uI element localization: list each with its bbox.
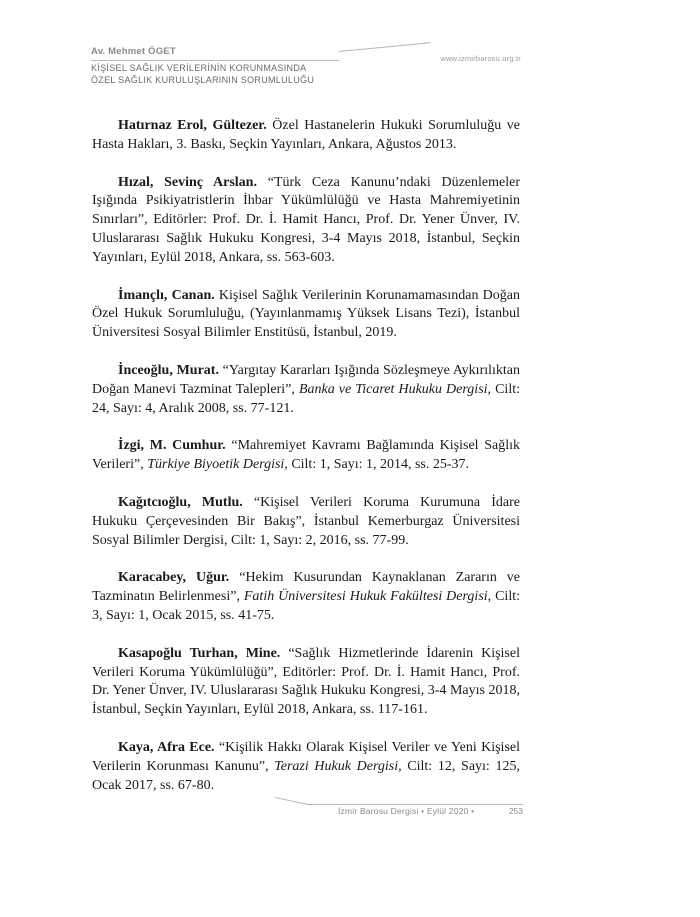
entry-text: “Türk Ceza Kanunu’ndaki Düzenlemeler Işığında Psikiyatristlerin İhbar Yükümlülüğü ve Hasta Mahremiyetinin Sınırları”, Editörler: Prof. Dr. İ. Hamit Hancı, Prof. Dr. Yener Ünver, IV. Uluslararası Sağlık Hukuku Kongresi, 3-4 Mayıs 2018, İstanbul, Seçkin Yayınları, Eylül 2018, Ankara, ss. 563-603. [92,174,520,265]
entry-text: “Hekim Kusurundan Kaynaklanan Zararın ve Tazminatın Belirlenmesi”, [92,570,521,605]
page-number: 253 [508,806,523,816]
entry-text: Cilt: 3, Sayı: 1, Ocak 2015, ss. 41-75. [92,589,520,623]
entry-text: “Sağlık Hizmetlerinde İdarenin Kişisel Verileri Koruma Yükümlülüğü”, Editörler: Prof. Dr. İ. Hamit Hancı, Prof. Dr. Yener Ünver, IV. Uluslararası Sağlık Hukuku Kongresi, 3-4 Mayıs 2018, İstanbul, Seçkin Yayınları, Eylül 2018, Ankara, ss. 117-161. [92,645,520,718]
entry-text: “Kişisel Verileri Koruma Kurumuna İdare Hukuku Çerçevesinden Bir Bakış”, İstanbul Kemerburgaz Üniversitesi Sosyal Bilimler Dergisi, Cilt: 1, Sayı: 2, 2016, ss. 77-99. [92,494,520,548]
bibliography [92,117,520,814]
page-footer [308,796,523,820]
entry-text: Cilt: 12, Sayı: 125, Ocak 2017, ss. 67-80. [92,758,520,793]
header-url: www.izmirbarosu.org.tr [440,54,521,63]
bibliography-entry [92,362,520,418]
bibliography-entry [92,117,520,155]
entry-text: Cilt: 1, Sayı: 1, 2014, ss. 25-37. [287,457,470,473]
entry-text: Kişisel Sağlık Verilerinin Korunamamasından Doğan Özel Hukuk Sorumluluğu, (Yayınlanmamış Yüksek Lisans Tezi), İstanbul Üniversitesi Sosyal Bilimler Enstitüsü, İstanbul, 2019. [92,287,520,341]
entry-text: Cilt: 24, Sayı: 4, Aralık 2008, ss. 77-121. [92,381,520,416]
entry-author: Karacabey, Uğur. [118,570,230,586]
entry-author: Hatırnaz Erol, Gültezer. [118,118,267,133]
entry-text: “Kişilik Hakkı Olarak Kişisel Veriler ve Yeni Kişisel Verilerin Korunması Kanunu”, [92,739,520,774]
entry-author: İnceoğlu, Murat. [118,362,219,378]
page-header [91,46,521,94]
header-divider [91,60,339,61]
header-author: Av. Mehmet ÖGET [91,46,176,57]
header-title-line-1: KİŞİSEL SAĞLIK VERİLERİNİN KORUNMASINDA [91,63,307,73]
header-title [91,63,314,86]
bibliography-entry [92,569,520,625]
header-title-line-2: ÖZEL SAĞLIK KURULUŞLARININ SORUMLULUĞU [91,74,315,85]
entry-journal: Fatih Üniversitesi Hukuk Fakültesi Dergisi, [243,589,492,605]
entry-journal: Türkiye Biyoetik Dergisi, [147,457,288,473]
bibliography-entry [92,494,520,550]
header-divider-slant [339,42,431,52]
entry-journal: Banka ve Ticaret Hukuku Dergisi, [298,381,492,397]
bibliography-entry [92,174,520,268]
bibliography-entry [92,645,520,720]
entry-author: Kasapoğlu Turhan, Mine. [118,645,281,661]
entry-journal: Terazi Hukuk Dergisi, [274,758,402,774]
entry-author: İzgi, M. Cumhur. [118,438,226,454]
bibliography-entry [92,739,520,795]
entry-author: Kağıtcıoğlu, Mutlu. [118,494,243,510]
entry-author: Hızal, Sevinç Arslan. [118,174,257,190]
bibliography-entry [92,287,520,343]
footer-journal: İzmir Barosu Dergisi • Eylül 2020 • [338,806,475,816]
footer-divider [308,804,523,805]
entry-text: “Mahremiyet Kavramı Bağlamında Kişisel Sağlık Verileri”, [92,438,521,473]
entry-text: Özel Hastanelerin Hukuki Sorumluluğu ve Hasta Hakları, 3. Baskı, Seçkin Yayınları, Ankara, Ağustos 2013. [92,118,520,152]
entry-author: İmançlı, Canan. [118,287,215,303]
entry-author: Kaya, Afra Ece. [118,739,215,755]
entry-text: “Yargıtay Kararları Işığında Sözleşmeye Aykırılıktan Doğan Manevi Tazminat Talepleri”, [92,362,521,397]
bibliography-entry [92,437,520,475]
